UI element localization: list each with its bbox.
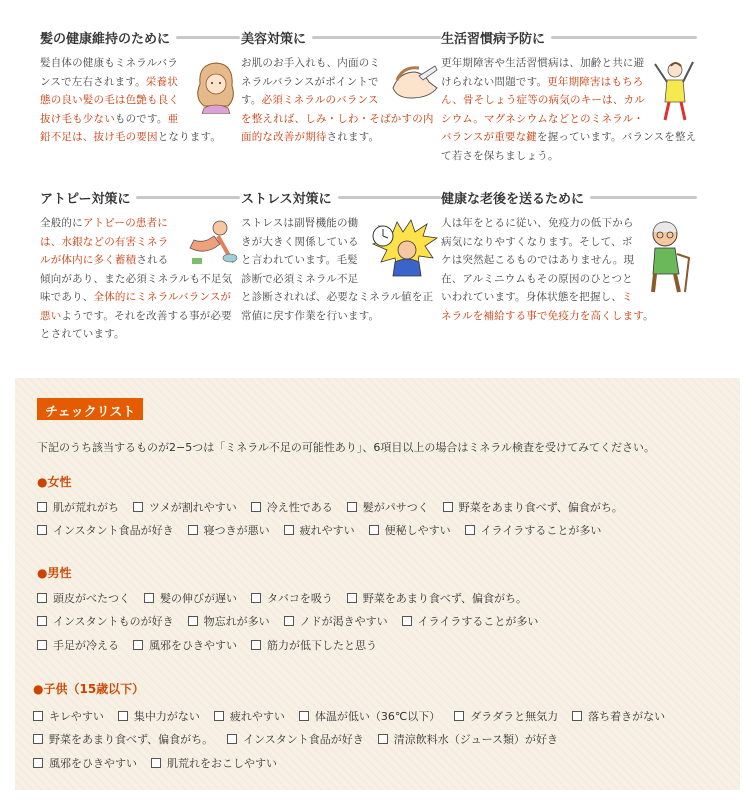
checkbox[interactable] xyxy=(572,711,582,721)
checklist-item-label: 風邪をひきやすい xyxy=(49,757,137,770)
checklist-item-label: 風邪をひきやすい xyxy=(149,639,237,652)
checkbox[interactable] xyxy=(214,711,224,721)
checklist-item-label: ツメが割れやすい xyxy=(149,501,237,514)
checklist-title: チェックリスト xyxy=(37,398,143,420)
checklist-item[interactable] xyxy=(572,708,665,724)
checkbox[interactable] xyxy=(378,734,388,744)
checklist-item-label: ダラダラと無気力 xyxy=(470,710,559,723)
checklist-item-label: 集中力がない xyxy=(133,710,200,723)
checklist-item[interactable] xyxy=(133,499,237,515)
checklist-item-label: 清涼飲料水（ジュース類）が好き xyxy=(393,733,559,746)
checklist-row xyxy=(33,731,572,747)
title-rule xyxy=(590,196,697,199)
checklist-item[interactable] xyxy=(118,708,200,724)
checkbox[interactable] xyxy=(251,502,261,512)
section-stress xyxy=(241,188,441,325)
checklist-item[interactable] xyxy=(251,499,333,515)
checklist-item-label: 筋力が低下したと思う xyxy=(267,639,377,652)
checklist-item-label: 寝つきが悪い xyxy=(203,524,270,537)
title-rule xyxy=(338,196,441,199)
checklist-item-label: インスタント食品が好き xyxy=(243,733,364,746)
checklist-item[interactable] xyxy=(369,522,451,538)
woman-hair-illustration xyxy=(190,58,240,114)
checklist-item-label: インスタント食品が好き xyxy=(53,524,174,537)
section-body: ストレスは副腎機能の働きが大きく関係していると言われています。毛髪診断で必須ミネラル不足と診断されれば、必要なミネラル値を正常値に戻す作業を行います。 xyxy=(241,214,441,325)
checklist-item-label: インスタントものが好き xyxy=(53,615,174,628)
checklist-item-label: 髪がパサつく xyxy=(362,501,429,514)
section-title: 髪の健康維持のために xyxy=(40,31,171,47)
checkbox[interactable] xyxy=(33,734,43,744)
checkbox[interactable] xyxy=(188,525,198,535)
checklist-item[interactable] xyxy=(227,731,364,747)
section-body: 髪自体の健康もミネラルバランスで左右されます。栄養状態の良い髪の毛は色艶も良く抜け毛も少ないものです。亜鉛不足は、抜け毛の要因となります。 xyxy=(40,54,240,147)
title-rule xyxy=(136,196,240,199)
checklist-item[interactable] xyxy=(33,731,213,747)
checklist-item[interactable] xyxy=(284,613,388,629)
checklist-row xyxy=(33,755,291,771)
checklist-item-label: 落ち着きがない xyxy=(588,710,666,723)
atopy-child-illustration xyxy=(184,218,240,266)
title-rule xyxy=(551,36,697,39)
section-title: 生活習慣病予防に xyxy=(441,31,546,47)
checkbox[interactable] xyxy=(284,616,294,626)
checkbox[interactable] xyxy=(33,758,43,768)
checklist-item[interactable] xyxy=(37,522,174,538)
checkbox[interactable] xyxy=(37,616,47,626)
checkbox[interactable] xyxy=(133,640,143,650)
checkbox[interactable] xyxy=(369,525,379,535)
checklist-row xyxy=(37,499,637,515)
section-title: 美容対策に xyxy=(241,31,307,47)
checkbox[interactable] xyxy=(347,502,357,512)
checklist-panel xyxy=(15,378,740,790)
checkbox[interactable] xyxy=(144,593,154,603)
checkbox[interactable] xyxy=(465,525,475,535)
checklist-item[interactable] xyxy=(347,590,527,606)
checklist-item[interactable] xyxy=(133,637,237,653)
section-aging xyxy=(441,188,697,325)
section-title: 健康な老後を送るために xyxy=(441,191,585,207)
checklist-item[interactable] xyxy=(151,755,277,771)
checklist-item[interactable] xyxy=(37,637,119,653)
checklist-item-label: 便秘しやすい xyxy=(384,524,451,537)
checklist-item[interactable] xyxy=(299,708,440,724)
section-body: 人は年をとるに従い、免疫力の低下から病気になりやすくなります。そして、ボケは突然起こるものではありません。現在、アルミニウムもその原因のひとつといわれています。身体状態を把握し、ミネラルを補給する事で免疫力を高くします。 xyxy=(441,214,697,325)
checklist-item-label: 手足が冷える xyxy=(53,639,119,652)
checklist-item-label: 頭皮がべたつく xyxy=(53,592,130,605)
checklist-item-label: 野菜をあまり食べず、偏食がち。 xyxy=(458,501,623,514)
checkbox[interactable] xyxy=(133,502,143,512)
checklist-item-label: 体温が低い（36℃以下） xyxy=(314,710,441,723)
checklist-item-label: キレやすい xyxy=(49,710,104,723)
checkbox[interactable] xyxy=(37,640,47,650)
checklist-item[interactable] xyxy=(33,708,104,724)
section-body: 更年期障害や生活習慣病は、加齢と共に避けられない問題です。更年期障害はもちろん、骨そしょう症等の病気のキーは、カルシウム。マグネシウムなどとのミネラル・バランスが重要な鍵を握っています。バランスを整えて若さを保ちましょう。 xyxy=(441,57,697,162)
checklist-row xyxy=(33,708,679,724)
checklist-item[interactable] xyxy=(33,755,137,771)
checklist-item[interactable] xyxy=(251,590,333,606)
checklist-item[interactable] xyxy=(378,731,558,747)
checklist-item-label: 肌が荒れがち xyxy=(53,501,119,514)
checklist-item[interactable] xyxy=(37,499,119,515)
elderly-man-cane-illustration xyxy=(641,218,697,294)
checkbox[interactable] xyxy=(251,593,261,603)
checkbox[interactable] xyxy=(227,734,237,744)
checklist-item-label: 疲れやすい xyxy=(299,524,355,537)
checkbox[interactable] xyxy=(402,616,412,626)
woman-stretching-illustration xyxy=(651,58,697,122)
group-title-women: ●女性 xyxy=(37,475,72,489)
checklist-item-label: ノドが渇きやすい xyxy=(299,615,388,628)
section-hair xyxy=(40,28,240,147)
checklist-item[interactable] xyxy=(454,708,558,724)
checklist-row xyxy=(37,613,552,629)
checklist-item-label: 髪の伸びが遅い xyxy=(160,592,237,605)
checkbox[interactable] xyxy=(284,525,294,535)
checkbox[interactable] xyxy=(188,616,198,626)
section-title: アトピー対策に xyxy=(40,191,131,207)
checklist-item[interactable] xyxy=(465,522,602,538)
section-atopy xyxy=(40,188,240,344)
face-care-illustration xyxy=(389,58,441,102)
checklist-item[interactable] xyxy=(251,637,377,653)
section-body: 全般的にアトピーの患者には、水銀などの有害ミネラルが体内に多く蓄積される傾向があり、また必須ミネラルも不足気味であり、全体的にミネラルバランスが悪いようです。それを改善する事が必要とされています。 xyxy=(40,214,240,344)
checklist-item-label: 物忘れが多い xyxy=(203,615,270,628)
title-rule xyxy=(176,36,240,39)
checklist-item-label: 疲れやすい xyxy=(229,710,285,723)
section-beauty xyxy=(241,28,441,147)
checkbox[interactable] xyxy=(37,525,47,535)
checkbox[interactable] xyxy=(251,640,261,650)
checklist-row xyxy=(37,522,615,538)
checklist-item-label: 野菜をあまり食べず、偏食がち。 xyxy=(49,733,214,746)
checklist-item[interactable] xyxy=(188,522,270,538)
checklist-row xyxy=(37,590,541,606)
checklist-item[interactable] xyxy=(284,522,355,538)
title-rule xyxy=(312,36,441,39)
checkbox[interactable] xyxy=(37,593,47,603)
checklist-item-label: イライラすることが多い xyxy=(417,615,539,628)
checkbox[interactable] xyxy=(443,502,453,512)
section-lifestyle xyxy=(441,28,697,165)
group-title-men: ●男性 xyxy=(37,566,72,580)
checkbox[interactable] xyxy=(454,711,464,721)
checklist-item-label: 肌荒れをおこしやすい xyxy=(167,757,277,770)
section-body: お肌のお手入れも、内面のミネラルバランスがポイントです。必須ミネラルのバランスを整えれば、しみ・しわ・そばかすの内面的な改善が期待されます。 xyxy=(241,54,441,147)
checkbox[interactable] xyxy=(151,758,161,768)
checklist-item[interactable] xyxy=(443,499,623,515)
checkbox[interactable] xyxy=(118,711,128,721)
checklist-item[interactable] xyxy=(402,613,539,629)
checklist-item[interactable] xyxy=(347,499,429,515)
checklist-item[interactable] xyxy=(37,590,130,606)
section-title: ストレス対策に xyxy=(241,191,332,207)
checklist-item-label: 野菜をあまり食べず、偏食がち。 xyxy=(362,592,528,605)
checklist-intro: 下記のうち該当するものが2−5つは「ミネラル不足の可能性あり」、6項目以上の場合はミネラル検査を受けてみてください。 xyxy=(37,441,656,454)
checklist-item-label: タバコを吸う xyxy=(267,592,333,605)
checkbox[interactable] xyxy=(347,593,357,603)
checklist-item[interactable] xyxy=(37,613,174,629)
checkbox[interactable] xyxy=(37,502,47,512)
checklist-item[interactable] xyxy=(144,590,237,606)
checklist-row xyxy=(37,637,391,653)
checklist-item-label: イライラすることが多い xyxy=(480,524,602,537)
checkbox[interactable] xyxy=(33,711,43,721)
checklist-item-label: 冷え性である xyxy=(266,501,333,514)
checklist-item[interactable] xyxy=(188,613,270,629)
checklist-item[interactable] xyxy=(214,708,285,724)
checkbox[interactable] xyxy=(299,711,309,721)
stressed-man-clock-illustration xyxy=(367,218,441,280)
group-title-children: ●子供（15歳以下） xyxy=(33,682,145,696)
